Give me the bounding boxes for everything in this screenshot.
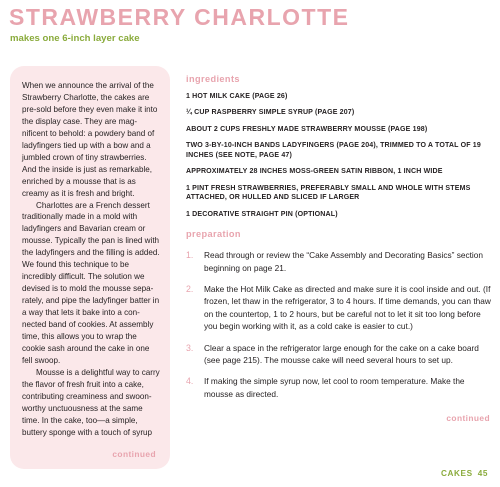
ingredient-item: ¼ CUP RASPBERRY SIMPLE SYRUP (PAGE 207): [186, 109, 355, 117]
ingredient-item: 1 HOT MILK CAKE (PAGE 26): [186, 93, 288, 100]
step-number: 2.: [186, 283, 194, 294]
recipe-yield: makes one 6-inch layer cake: [10, 33, 140, 44]
intro-paragraph: Mousse is a delightful way to carry the flavor of fresh fruit into a cake, contributing creaminess and swoon-worthy unctuousness at the same time. In the cake, too—a simple, buttery sponge with a touch of syrup: [22, 367, 160, 437]
step-text: If making the simple syrup now, let cool to room temperature. Make the mousse as directed.: [204, 376, 465, 399]
ingredient-item: TWO 3-BY-10-INCH BANDS LADYFINGERS (PAGE 204), TRIMMED TO A TOTAL OF 19 INCHES (SEE NOTE, PAGE 47): [186, 142, 481, 159]
ingredient-item: 1 PINT FRESH STRAWBERRIES, PREFERABLY SMALL AND WHOLE WITH STEMS ATTACHED, OR HULLED AND SLICED IF LARGER: [186, 184, 471, 202]
ingredient-item: 1 DECORATIVE STRAIGHT PIN (OPTIONAL): [186, 210, 338, 218]
step-number: 1.: [186, 250, 194, 260]
page-footer: [441, 469, 488, 478]
step-text: Make the Hot Milk Cake as directed and make sure it is cool inside and out. (If frozen, let thaw in the refrigerator, 3 to 4 hours. If time demands, you can thaw on the countertop, 1 to 2 hours, but be careful not to let it sit too long before you begin working with it, as a cold cake is easier to cut.): [204, 283, 491, 332]
preparation-step: [186, 375, 492, 400]
intro-paragraph: Charlottes are a French dessert traditionally made in a mold with ladyfingers and Bavarian cream or mousse. Typically the pan is lined with the ladyfingers and the filling is added. We found this technique to be incredibly difficult. The solution we devised is to mold the mousse sepa-rately, and pipe the ladyfinger batter in a way that lets it bake into a con-nected band of cookies. At assembly time, this allows you to wrap the cookie sash around the cake in one fell swoop.: [22, 200, 160, 365]
ingredient-item: APPROXIMATELY 28 INCHES MOSS-GREEN SATIN RIBBON, 1 INCH WIDE: [186, 168, 443, 176]
preparation-steps: [186, 249, 492, 409]
ingredient-item: ABOUT 2 CUPS FRESHLY MADE STRAWBERRY MOUSSE (PAGE 198): [186, 125, 428, 133]
preparation-step: [186, 283, 492, 333]
preparation-step: [186, 342, 492, 367]
ingredients-heading: ingredients: [186, 74, 240, 84]
recipe-title: STRAWBERRY CHARLOTTE: [9, 4, 350, 30]
intro-sidebar: [10, 66, 170, 469]
preparation-continued-label: continued: [446, 413, 490, 423]
footer-section-name: CAKES: [441, 469, 473, 478]
step-text: Clear a space in the refrigerator large enough for the cake on a cake board (see page 215). The mousse cake will need several hours to set up.: [204, 342, 479, 366]
page-number: 45: [477, 469, 488, 478]
intro-paragraph: When we announce the arrival of the Strawberry Charlotte, the cakes are pre-sold before they even make it into the display case. They are mag-nificent to behold: a powdery band of ladyfingers tied up with a bow and a jumbled crown of tiny strawberries. And the inside is just as remarkable, enriched by a mousse that is as creamy as it is fresh and bright.: [22, 81, 158, 198]
preparation-step: [186, 249, 492, 274]
sidebar-continued-label: continued: [112, 449, 156, 459]
step-number: 4.: [186, 376, 194, 387]
step-text: Read through or review the “Cake Assembly and Decorating Basics” section beginning on page 21.: [204, 250, 484, 273]
step-number: 3.: [186, 342, 194, 353]
ingredients-list: [186, 92, 490, 219]
ingredients-section: [186, 74, 490, 226]
preparation-heading: preparation: [186, 229, 241, 239]
